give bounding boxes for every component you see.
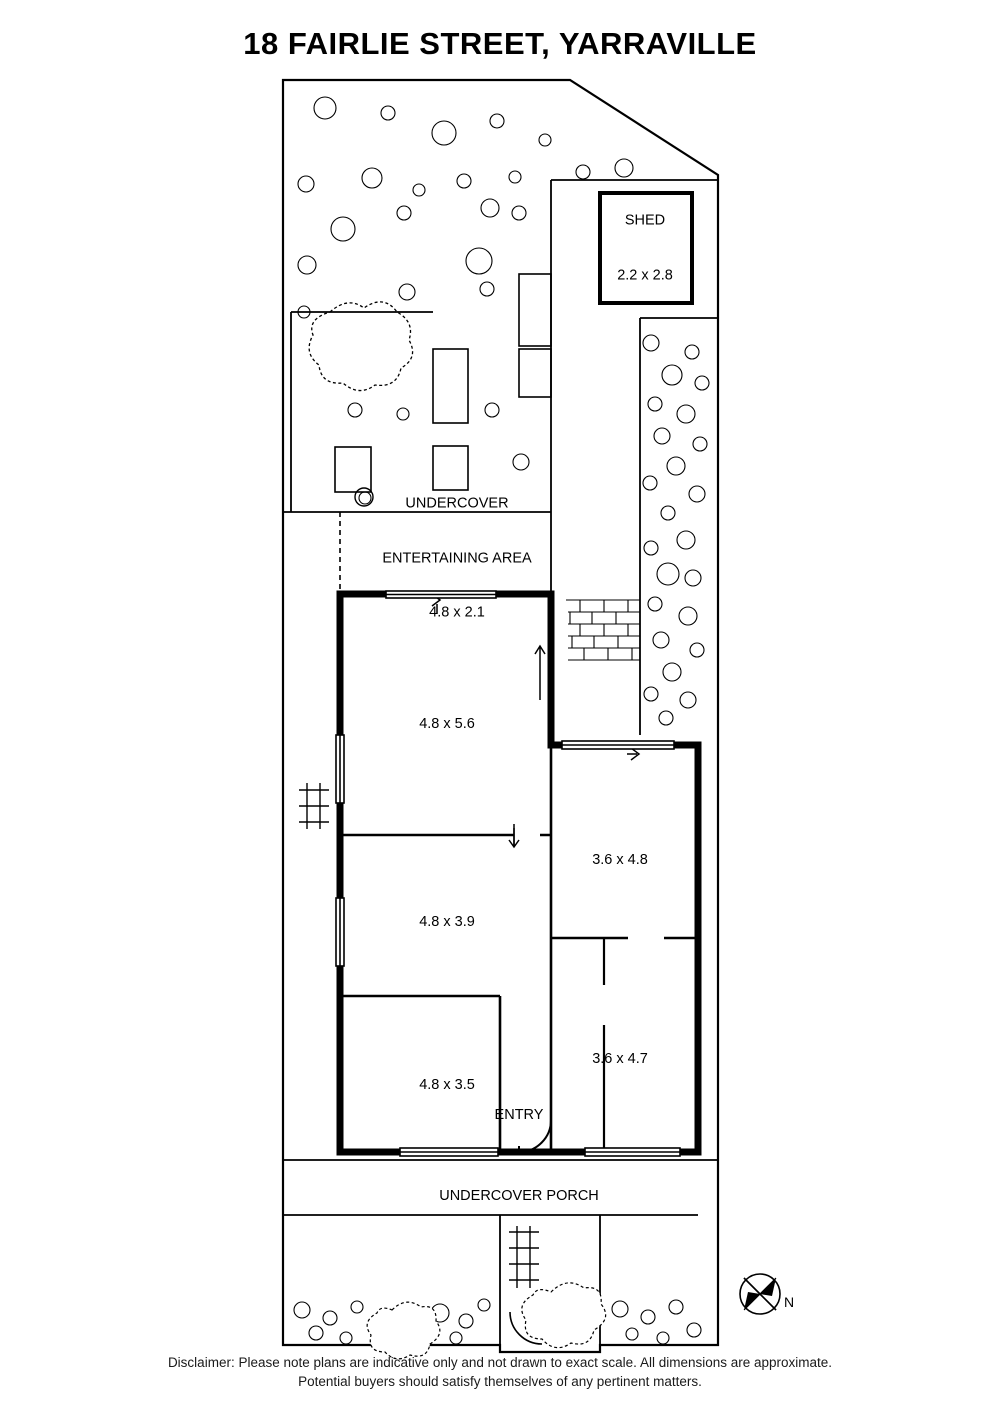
room-label-bedroom-front-left [419, 1040, 475, 1113]
undercover-porch-name: UNDERCOVER PORCH [439, 1188, 599, 1204]
compass-north-label [784, 1259, 794, 1329]
compass-label-text: N [783, 1294, 795, 1310]
living-room-dimensions: 4.8 x 5.6 [419, 716, 475, 732]
room-label-shed [617, 176, 673, 303]
room-label-undercover-entertaining-area [382, 458, 531, 639]
room-label-bedroom-front-right [592, 1014, 648, 1087]
rear-garden [298, 97, 633, 504]
disclaimer [0, 1353, 1000, 1392]
left-fence-detail [299, 783, 329, 829]
compass-rose [740, 1274, 780, 1314]
front-garden [294, 1283, 701, 1359]
brick-paving [566, 600, 640, 660]
entertaining-name-line2: ENTERTAINING AREA [382, 550, 532, 566]
disclaimer-line-1: Disclaimer: Please note plans are indicative only and not drawn to exact scale. All dimensions are approximate. [167, 1354, 833, 1370]
room-label-bedroom-middle [419, 877, 475, 950]
entry-name: ENTRY [494, 1107, 544, 1123]
bedroom-middle-dimensions: 4.8 x 3.9 [419, 914, 475, 930]
shed-dimensions: 2.2 x 2.8 [617, 267, 673, 284]
room-label-undercover-porch [439, 1151, 599, 1224]
bedroom-rear-dimensions: 3.6 x 4.8 [592, 852, 648, 868]
page-title: 18 FAIRLIE STREET, YARRAVILLE [243, 26, 757, 61]
disclaimer-line-2: Potential buyers should satisfy themselves of any pertinent matters. [298, 1374, 702, 1390]
entertaining-dimensions: 4.8 x 2.1 [429, 604, 485, 621]
side-garden [643, 335, 709, 725]
front-gate-detail [509, 1226, 539, 1288]
shed-name: SHED [624, 212, 666, 229]
bedroom-front-left-dimensions: 4.8 x 3.5 [419, 1077, 475, 1093]
room-label-entry [495, 1070, 544, 1143]
entertaining-name-line1: UNDERCOVER [405, 495, 509, 512]
room-label-living-room [419, 679, 475, 752]
room-label-bedroom-rear [592, 815, 648, 888]
bedroom-front-right-dimensions: 3.6 x 4.7 [592, 1051, 648, 1067]
